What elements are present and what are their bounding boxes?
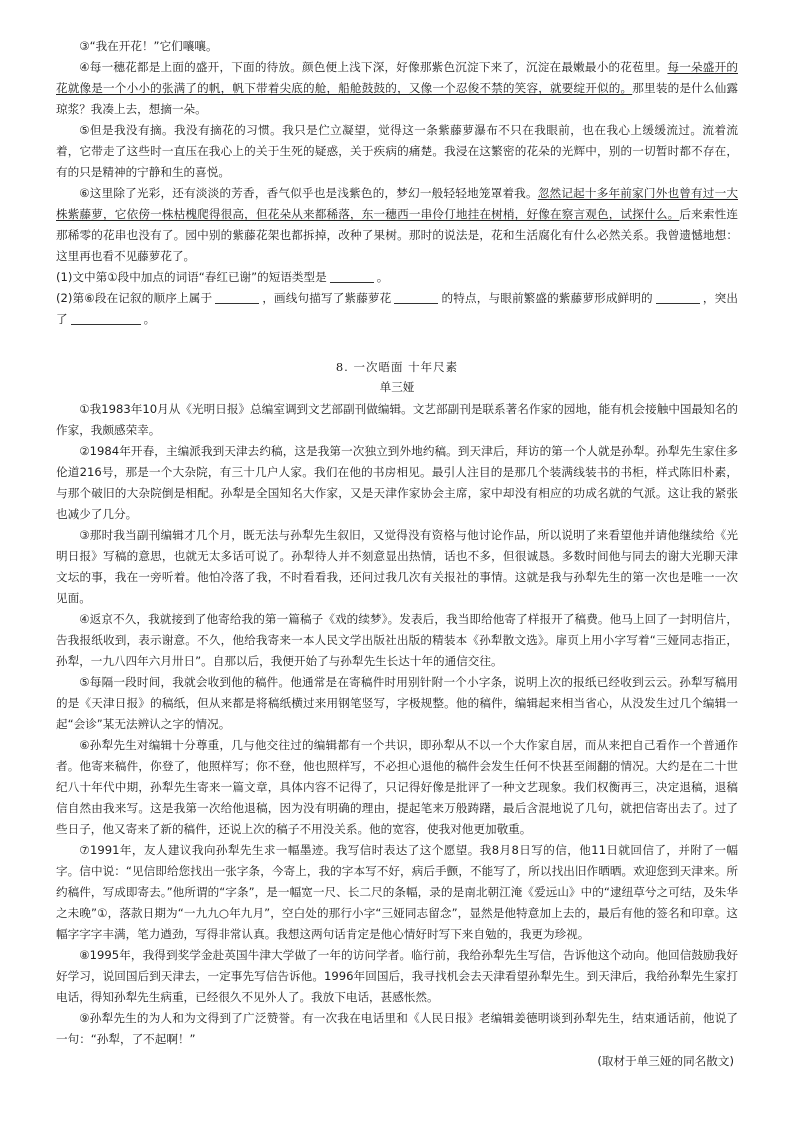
- underlined-sentence: 每一朵盛开的花就像是一个小小的张满了的帆，帆下带着尖底的舱，船舱鼓鼓的，又像一个忍俊不禁的笑容，就要绽开似的。: [56, 60, 738, 95]
- section-spacer: [56, 330, 738, 357]
- answer-blank[interactable]: [330, 270, 374, 283]
- article-paragraph-4: ④返京不久，我就接到了他寄给我的第一篇稿子《戏的续梦》。发表后，我当即给他寄了样报开了稿费。他马上回了一封明信片，告我报纸收到，表示谢意。不久，他给我寄来一本人民文学出版社出版的精装本《孙犁散文选》。扉页上用小字写着“三娅同志指正，孙犁，一九八四年六月卅日”。自那以后，我便开始了与孙犁先生长达十年的通信交往。: [56, 612, 738, 668]
- paragraph-5: ⑤但是我没有摘。我没有摘花的习惯。我只是伫立凝望，觉得这一条紫藤萝瀑布不只在我眼前，也在我心上缓缓流过。流着流着，它带走了这些时一直压在我心上的关于生死的疑惑，关于疾病的痛楚。我浸在这繁密的花朵的光辉中，别的一切暂时都不存在，有的只是精神的宁静和生的喜悦。: [56, 123, 738, 179]
- article-paragraph-9: ⑨孙犁先生的为人和为文得到了广泛赞誉。有一次我在电话里和《人民日报》老编辑姜德明谈到孙犁先生，结束通话前，他说了一句：“孙犁，了不起啊！”: [56, 1011, 738, 1046]
- article-paragraph-5: ⑤每隔一段时间，我就会收到他的稿件。他通常是在寄稿件时用别针附一个小字条，说明上次的报纸已经收到云云。孙犁写稿用的是《天津日报》的稿纸，但从来都是将稿纸横过来用钢笔竖写，字极规整。他的稿件，编辑起来相当省心，从没发生过几个编辑一起“会诊”某无法辨认之字的情况。: [56, 675, 738, 731]
- question-2-text-b: ，画线句描写了紫藤萝花: [262, 291, 392, 305]
- article-paragraph-6: ⑥孙犁先生对编辑十分尊重，几与他交往过的编辑都有一个共识，即孙犁从不以一个大作家自居，而从来把自己看作一个普通作者。他寄来稿件，你登了，他照样写；你不登，他也照样写，不必担心退他的稿件会发生任何不快甚至闹翻的情况。大约是在二十世纪八十年代中期，孙犁先生寄来一篇文章，具体内容不记得了，只记得好像是批评了一种文艺现象。我们权衡再三，决定退稿，退稿信自然由我来写。这是我第一次给他退稿，因为没有明确的理由，提起笔来万般踌躇，最后含混地说了几句，就把信寄出去了。过了些日子，他又寄来了新的稿件，还说上次的稿子不用没关系。他的宽容，使我对他更加敬重。: [56, 738, 738, 836]
- answer-blank[interactable]: [71, 312, 141, 325]
- question-2-text-c: 的特点，与眼前繁盛的紫藤萝形成鲜明的: [441, 291, 653, 305]
- article-paragraph-7: ⑦1991年，友人建议我向孙犁先生求一幅墨迹。我写信时表达了这个愿望。我8月8日写的信，他11日就回信了，并附了一幅字。信中说：“见信即给您找出一张字条，今寄上，我的字本写不好，病后手颤，不能写了，所以找出旧作晒晒。欢迎您到天津来。所约稿件，写成即寄去。”他所谓的“字条”，是一幅宽一尺、长二尺的条幅，录的是南北朝江淹《爱远山》中的“逮纽草兮之可结，及朱华之未晚”①，落款日期为“一九九○年九月”，空白处的那行小字“三娅同志留念”，显然是他特意加上去的，最后有他的签名和印章。这幅字字字丰满，笔力遒劲，写得非常认真。我想这两句话肯定是他心情好时写下来自勉的，我更为珍视。: [56, 843, 738, 941]
- question-2: [56, 288, 738, 330]
- article-paragraph-2: ②1984年开春，主编派我到天津去约稿，这是我第一次独立到外地约稿。到天津后，拜访的第一个人就是孙犁。孙犁先生家住多伦道216号，那是一个大杂院，有三十几户人家。我们在他的书房相见。最引人注目的是那几个装满线装书的书柜，样式陈旧朴素，与那个破旧的大杂院倒是相配。孙犁是全国知名大作家，又是天津作家协会主席，家中却没有相应的功成名就的气派。这让我的紧张也减少了几分。: [56, 444, 738, 521]
- answer-blank[interactable]: [215, 291, 259, 304]
- question-1-text: (1)文中第①段中加点的词语“春红已谢”的短语类型是: [56, 270, 327, 284]
- paragraph-6-text-b: 后来索性连那稀零的花串也没有了。园中别的紫藤花架也都拆掉，改种了果树。那时的说法是，花和生活腐化有什么必然关系。我曾遗憾地想：这里再也看不见藤萝花了。: [56, 207, 738, 263]
- paragraph-4: [56, 57, 738, 120]
- question-1: [56, 267, 738, 288]
- paragraph-4-text-b: 那里装的是什么仙露琼浆？我凑上去，想摘一朵。: [56, 81, 738, 116]
- answer-blank[interactable]: [656, 291, 700, 304]
- article-title: 8. 一次晤面 十年尺素: [335, 360, 459, 374]
- paragraph-4-text-a: ④每一穗花都是上面的盛开，下面的待放。颜色便上浅下深，好像那紫色沉淀下来了，沉淀在最嫩最小的花苞里。: [79, 60, 668, 74]
- underlined-sentence: 忽然记起十多年前家门外也曾有过一大株紫藤萝，它依傍一株枯槐爬得很高，但花朵从来都稀落，东一穗西一串伶仃地挂在树梢，好像在察言观色，试探什么。: [56, 186, 738, 221]
- article-paragraph-3: ③那时我当副刊编辑才几个月，既无法与孙犁先生叙旧，又觉得没有资格与他讨论作品，所以说明了来看望他并请他继续给《光明日报》写稿的意思，也就无太多话可说了。孙犁待人并不刻意显出热情，话也不多，但很诚恳。多数时间他与同去的谢大光聊天津文坛的事，我在一旁听着。他怕冷落了我，不时看看我，还问过我几次有关报社的事情。这就是我与孙犁先生的第一次也是唯一一次见面。: [56, 528, 738, 605]
- question-1-end: 。: [376, 270, 389, 284]
- question-2-end: 。: [143, 312, 156, 326]
- paragraph-3: ③“我在开花！”它们嚷嚷。: [79, 39, 218, 53]
- paragraph-6: [56, 183, 738, 267]
- question-2-text-d: ，突出了: [56, 291, 738, 326]
- paragraph-6-text-a: ⑥这里除了光彩，还有淡淡的芳香，香气似乎也是浅紫色的，梦幻一般轻轻地笼罩着我。: [79, 186, 538, 200]
- question-2-text-a: (2)第⑥段在记叙的顺序上属于: [56, 291, 213, 305]
- article-author: 单三娅: [379, 380, 415, 394]
- article-paragraph-8: ⑧1995年，我得到奖学金赴英国牛津大学做了一年的访问学者。临行前，我给孙犁先生写信，告诉他这个动向。他回信鼓励我好好学习，说回国后到天津去，一定事先写信告诉他。1996年回国后，我寻找机会去天津看望孙犁先生。到天津后，我给孙犁先生家打电话，得知孙犁先生病重，已经很久不见外人了。我放下电话，甚感怅然。: [56, 948, 738, 1004]
- source-note: (取材于单三娅的同名散文): [597, 1054, 734, 1068]
- answer-blank[interactable]: [394, 291, 438, 304]
- article-paragraph-1: ①我1983年10月从《光明日报》总编室调到文艺部副刊做编辑。文艺部副刊是联系著名作家的园地，能有机会接触中国最知名的作家，我颇感荣幸。: [56, 402, 738, 437]
